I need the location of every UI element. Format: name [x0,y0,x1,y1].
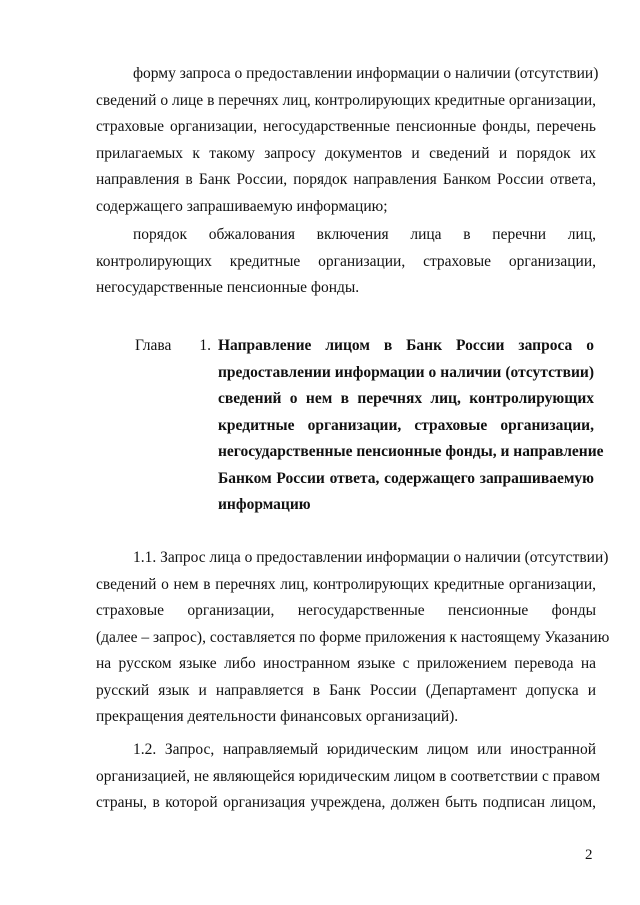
chapter-title-line: информацию [218,496,311,513]
text-line: контролирующих кредитные организации, страховые организации, [96,252,596,270]
paragraph-appeal-procedure [96,222,596,302]
text-line: направления в Банк России, порядок направления Банком России ответа, [96,171,596,188]
text-line: прилагаемых к такому запросу документов и сведений и порядок их [96,144,596,162]
text-line: 1.1. Запрос лица о предоставлении информации о наличии (отсутствии) [133,549,609,566]
text-line: 1.2. Запрос, направляемый юридическим лицом или иностранной [133,741,596,758]
text-line: на русском языке либо иностранном языке с приложением перевода на [96,655,596,672]
text-line: (далее – запрос), составляется по форме приложения к настоящему Указанию [96,628,610,646]
text-line: негосударственные пенсионные фонды. [96,279,360,296]
paragraph-1-2 [96,737,601,817]
text-line: русский язык и направляется в Банк России (Департамент допуска и [96,681,596,699]
chapter-title-line: Банком России ответа, содержащего запрашиваемую [218,469,594,487]
text-line: сведений о нем в перечнях лиц, контролирующих кредитные организации, [96,575,596,593]
text-line: прекращения деятельности финансовых организаций). [96,708,459,725]
text-line: содержащего запрашиваемую информацию; [96,197,388,215]
text-line: страны, в которой организация учреждена, должен быть подписан лицом, [96,794,596,811]
chapter-title-line: сведений о нем в перечнях лиц, контролирующих [218,390,594,407]
chapter-title-line: кредитные организации, страховые организации, [218,416,594,434]
text-line: организацией, не являющейся юридическим лицом в соответствии с правом [96,767,601,785]
page-number: 2 [585,847,593,863]
chapter-title [218,333,604,519]
paragraph-form-of-request [96,61,599,220]
text-line: страховые организации, негосударственные пенсионные фонды, перечень [96,118,596,135]
chapter-title-line: Направление лицом в Банк России запроса о [218,337,594,354]
chapter-label: Глава 1. [135,337,211,354]
text-line: страховые организации, негосударственные пенсионные фонды [96,602,596,619]
chapter-title-line: негосударственные пенсионные фонды, и направление [218,443,604,460]
chapter-title-line: предоставлении информации о наличии (отсутствии) [218,363,594,381]
paragraph-1-1 [96,545,610,731]
text-line: форму запроса о предоставлении информации о наличии (отсутствии) [133,65,599,82]
text-line: сведений о лице в перечнях лиц, контролирующих кредитные организации, [96,91,596,109]
text-line: порядок обжалования включения лица в перечни лиц, [133,226,596,243]
